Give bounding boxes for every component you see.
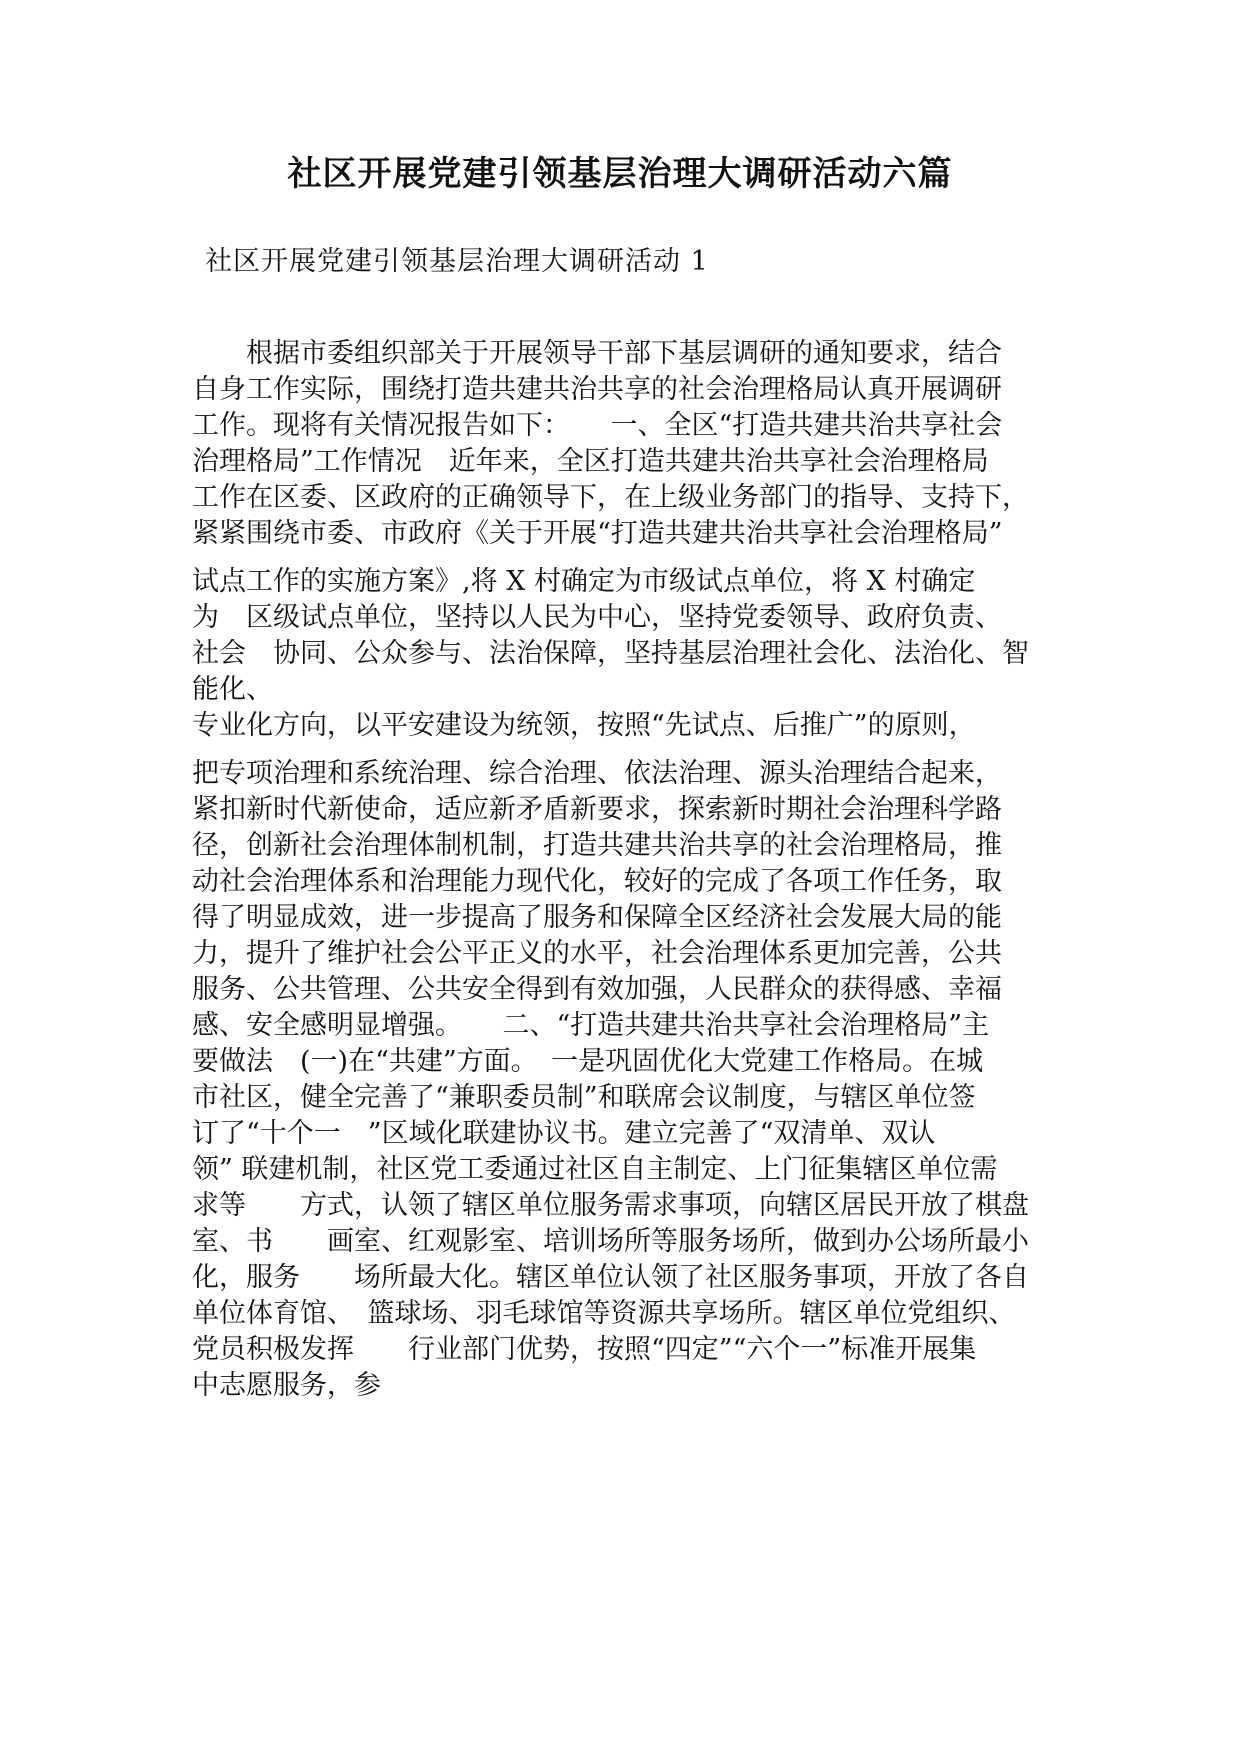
body-line: 室、书 画室、红观影室、培训场所等服务场所，做到办公场所最小 [192, 1226, 1029, 1257]
body-line: 专业化方向，以平安建设为统领，按照“先试点、后推广”的原则， [192, 710, 976, 741]
body-line: 径，创新社会治理体制机制，打造共建共治共享的社会治理格局，推 [192, 830, 1002, 861]
body-line: 紧紧围绕市委、市政府《关于开展“打造共建共治共享社会治理格局” [192, 518, 1003, 549]
body-line: 紧扣新时代新使命，适应新矛盾新要求，探索新时期社会治理科学路 [192, 794, 1002, 825]
body-line: 得了明显成效，进一步提高了服务和保障全区经济社会发展大局的能 [192, 902, 1002, 933]
body-line: 化，服务 场所最大化。辖区单位认领了社区服务事项，开放了各自 [192, 1262, 1029, 1293]
body-line: 为 区级试点单位，坚持以人民为中心，坚持党委领导、政府负责、 [192, 602, 1002, 633]
body-line: 党员积极发挥 行业部门优势，按照“四定”“六个一”标准开展集 [192, 1334, 977, 1365]
body-line: 动社会治理体系和治理能力现代化，较好的完成了各项工作任务，取 [192, 866, 1002, 897]
document-title: 社区开展党建引领基层治理大调研活动六篇 [287, 154, 953, 194]
body-line: 把专项治理和系统治理、综合治理、依法治理、源头治理结合起来， [192, 758, 1002, 789]
body-line: 领” 联建机制，社区党工委通过社区自主制定、上门征集辖区单位需 [192, 1154, 998, 1185]
body-line: 求等 方式，认领了辖区单位服务需求事项，向辖区居民开放了棋盘 [192, 1190, 1029, 1221]
body-line: 治理格局”工作情况 近年来，全区打造共建共治共享社会治理格局 [192, 446, 989, 477]
body-line: 中志愿服务，参 [192, 1370, 381, 1401]
body-line: 要做法 (一)在“共建”方面。 一是巩固优化大党建工作格局。在城 [192, 1046, 984, 1077]
body-line: 市社区，健全完善了“兼职委员制”和联席会议制度，与辖区单位签 [192, 1082, 976, 1113]
body-line: 感、安全感明显增强。 二、“打造共建共治共享社会治理格局”主 [192, 1010, 990, 1041]
body-line: 工作在区委、区政府的正确领导下，在上级业务部门的指导、支持下， [192, 482, 1029, 513]
body-line: 力，提升了维护社会公平正义的水平，社会治理体系更加完善，公共 [192, 938, 1002, 969]
body-line: 订了“十个一 ”区域化联建协议书。建立完善了“双清单、双认 [192, 1118, 936, 1149]
body-line: 自身工作实际，围绕打造共建共治共享的社会治理格局认真开展调研 [192, 374, 1002, 405]
body-line: 社会 协同、公众参与、法治保障，坚持基层治理社会化、法治化、智 [192, 638, 1029, 669]
body-line: 服务、公共管理、公共安全得到有效加强，人民群众的获得感、幸福 [192, 974, 1002, 1005]
body-line: 根据市委组织部关于开展领导干部下基层调研的通知要求，结合 [192, 338, 1002, 369]
body-line: 试点工作的实施方案》,将 X 村确定为市级试点单位，将 X 村确定 [192, 566, 976, 597]
body-line: 工作。现将有关情况报告如下： 一、全区“打造共建共治共享社会 [192, 410, 1003, 441]
section-heading: 社区开展党建引领基层治理大调研活动 1 [205, 246, 709, 277]
body-line: 能化、 [192, 674, 273, 705]
body-line: 单位体育馆、 篮球场、羽毛球馆等资源共享场所。辖区单位党组织、 [192, 1298, 1016, 1329]
